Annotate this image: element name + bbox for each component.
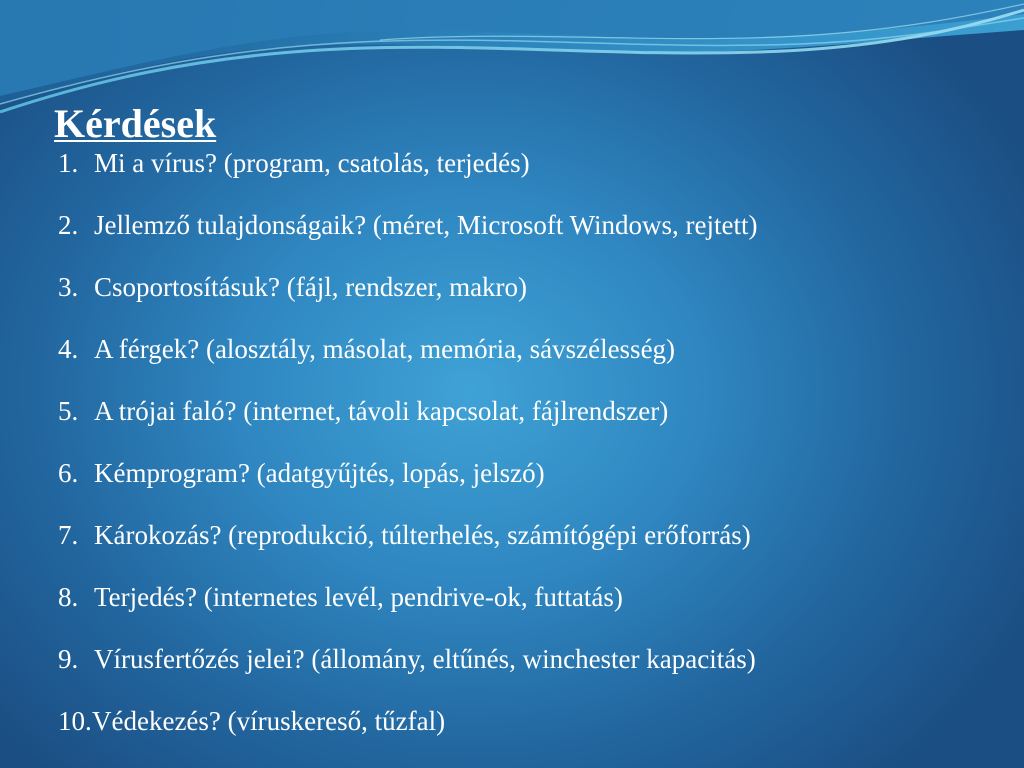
question-number: 6. (58, 458, 79, 488)
question-number: 4. (58, 334, 79, 364)
question-item-2 (58, 202, 998, 264)
question-text: Kémprogram? (adatgyűjtés, lopás, jelszó) (94, 458, 545, 488)
question-text: A férgek? (alosztály, másolat, memória, sávszélesség) (94, 334, 676, 364)
question-item-7 (58, 512, 998, 574)
question-text: Védekezés? (víruskereső, tűzfal) (92, 706, 446, 736)
question-number: 10. (58, 706, 92, 736)
question-text: Csoportosításuk? (fájl, rendszer, makro) (94, 272, 528, 302)
question-text: Mi a vírus? (program, csatolás, terjedés) (94, 148, 530, 178)
question-item-10 (58, 698, 998, 760)
slide-title: Kérdések (54, 101, 217, 146)
question-number: 9. (58, 644, 79, 674)
question-text: Károkozás? (reprodukció, túlterhelés, számítógépi erőforrás) (94, 520, 751, 550)
question-text: A trójai faló? (internet, távoli kapcsolat, fájlrendszer) (94, 396, 669, 426)
question-list (58, 140, 998, 760)
question-text: Terjedés? (internetes levél, pendrive-ok, futtatás) (94, 582, 623, 612)
question-item-4 (58, 326, 998, 388)
question-number: 5. (58, 396, 79, 426)
question-item-8 (58, 574, 998, 636)
question-item-3 (58, 264, 998, 326)
question-item-5 (58, 388, 998, 450)
question-number: 2. (58, 210, 79, 240)
question-text: Vírusfertőzés jelei? (állomány, eltűnés, winchester kapacitás) (94, 644, 756, 674)
question-item-6 (58, 450, 998, 512)
question-number: 1. (58, 148, 79, 178)
question-item-1 (58, 140, 998, 202)
question-text: Jellemző tulajdonságaik? (méret, Microsoft Windows, rejtett) (94, 210, 758, 240)
question-number: 8. (58, 582, 79, 612)
question-number: 3. (58, 272, 79, 302)
question-item-9 (58, 636, 998, 698)
question-number: 7. (58, 520, 79, 550)
